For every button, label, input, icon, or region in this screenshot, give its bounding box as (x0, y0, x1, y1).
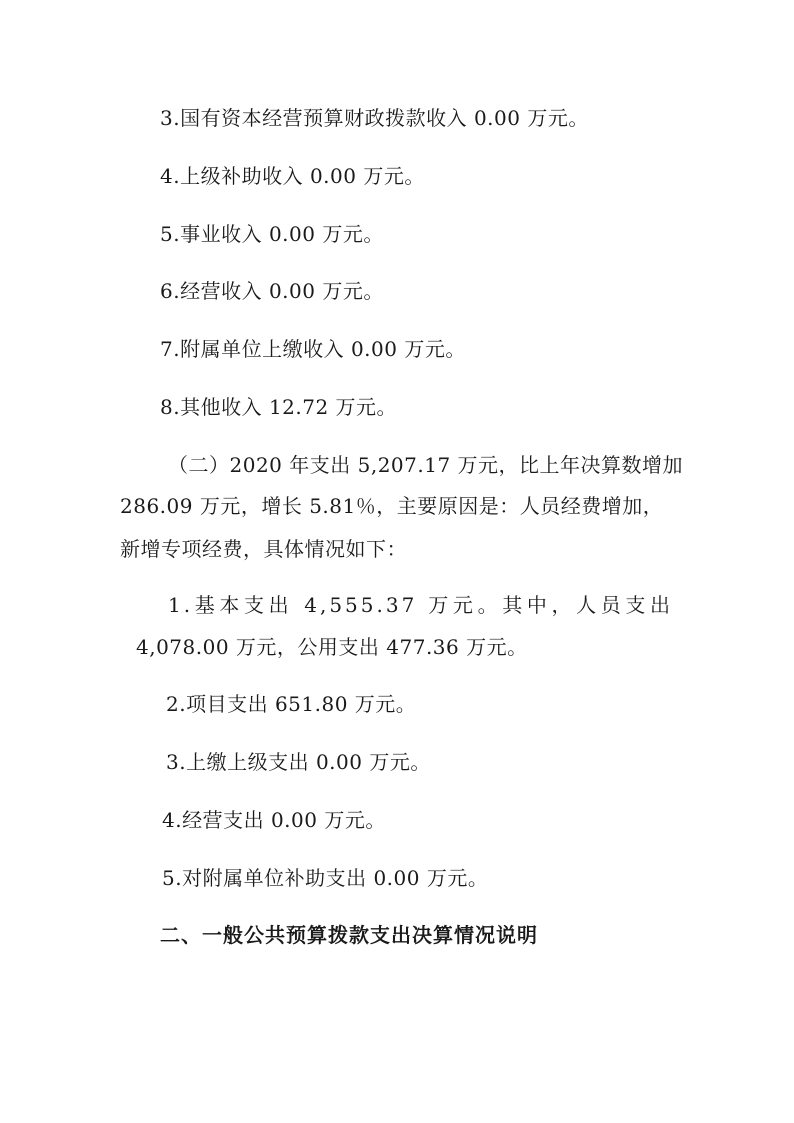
expenditure-intro-line-3: 新增专项经费，具体情况如下： (120, 537, 407, 561)
expenditure-item-5: 5.对附属单位补助支出 0.00 万元。 (162, 866, 489, 890)
expenditure-item-2: 2.项目支出 651.80 万元。 (166, 692, 417, 716)
expenditure-intro-line-1: （二）2020 年支出 5,207.17 万元，比上年决算数增加 (168, 453, 684, 477)
income-item-6: 6.经营收入 0.00 万元。 (160, 279, 384, 303)
income-item-5: 5.事业收入 0.00 万元。 (160, 222, 384, 246)
expenditure-item-3: 3.上缴上级支出 0.00 万元。 (166, 750, 431, 774)
section-heading: 二、一般公共预算拨款支出决算情况说明 (160, 923, 538, 947)
income-item-8: 8.其他收入 12.72 万元。 (160, 395, 398, 419)
expenditure-item-4: 4.经营支出 0.00 万元。 (162, 808, 386, 832)
basic-expenditure-line-2: 4,078.00 万元，公用支出 477.36 万元。 (136, 635, 528, 659)
income-item-4: 4.上级补助收入 0.00 万元。 (160, 164, 425, 188)
income-item-3: 3.国有资本经营预算财政拨款收入 0.00 万元。 (160, 106, 589, 130)
expenditure-intro-line-2: 286.09 万元，增长 5.81％，主要原因是：人员经费增加， (120, 494, 664, 518)
income-item-7: 7.附属单位上缴收入 0.00 万元。 (160, 337, 466, 361)
basic-expenditure-line-1: 1.基本支出 4,555.37 万元。其中，人员支出 (168, 593, 673, 617)
